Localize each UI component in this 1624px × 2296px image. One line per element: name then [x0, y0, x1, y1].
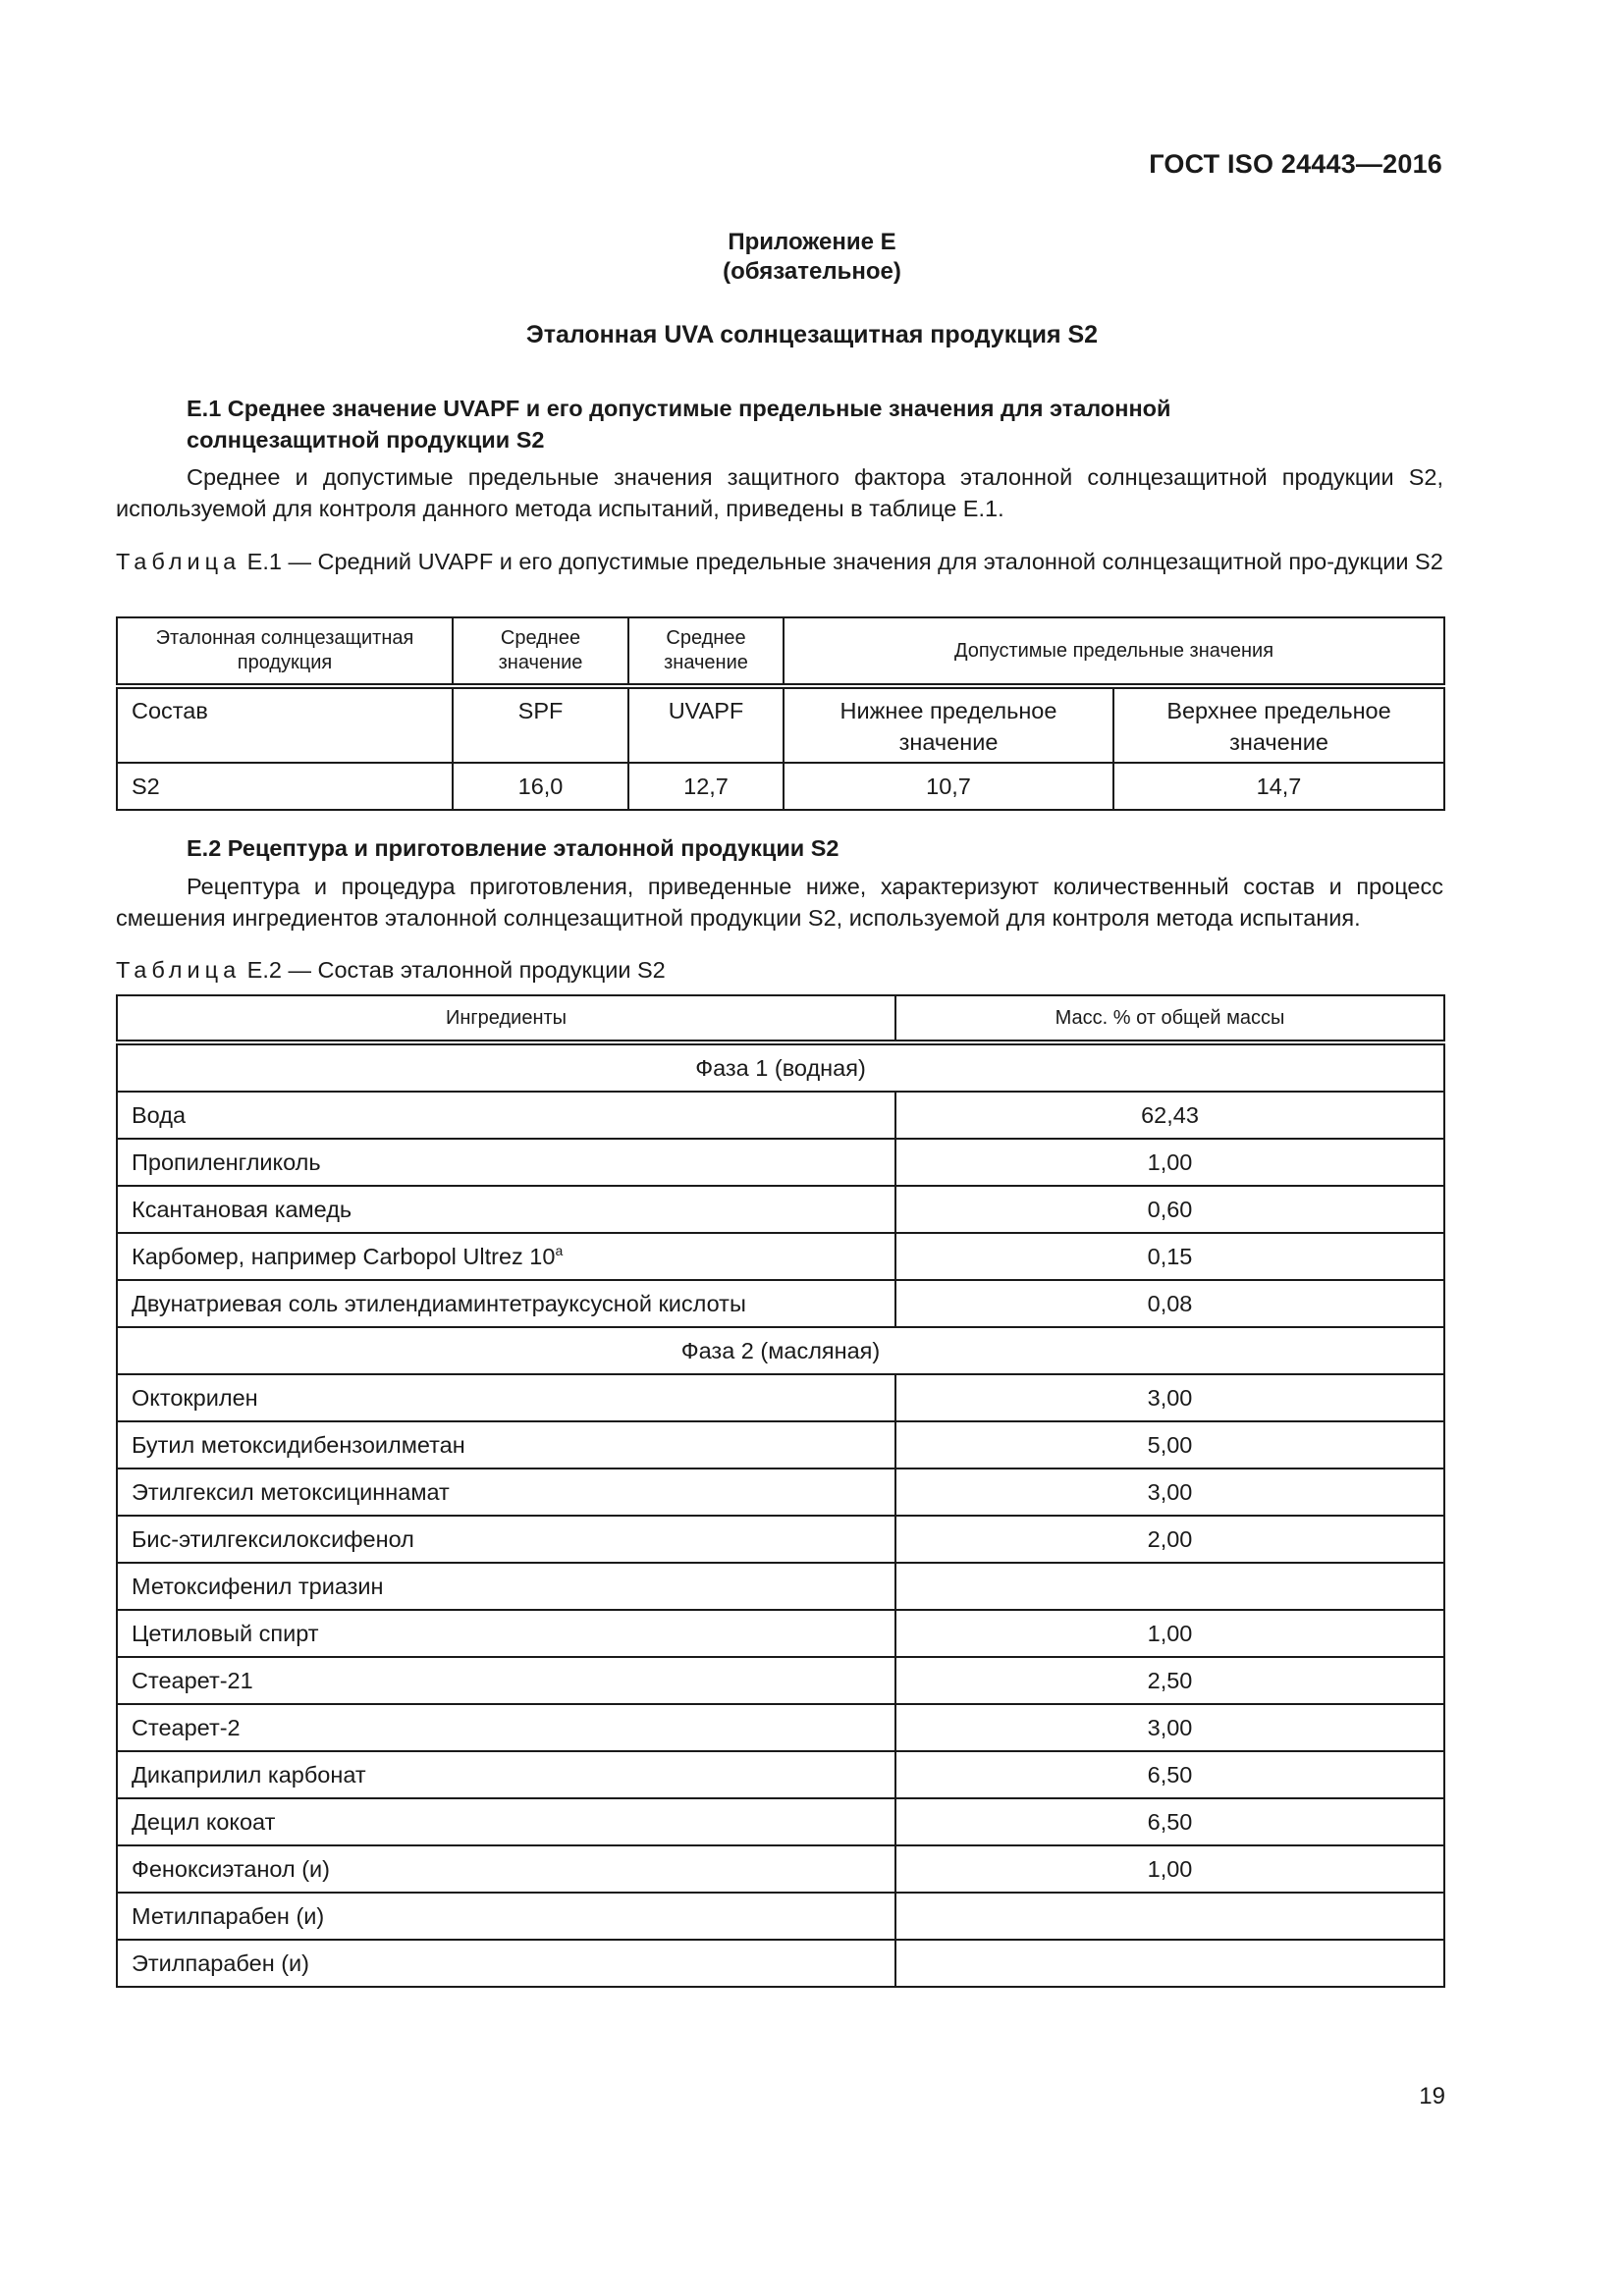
ingredient-name: Октокрилен	[117, 1374, 895, 1421]
table-row	[117, 763, 1444, 810]
header-mean-uvapf: Среднее значение	[628, 617, 784, 686]
ingredient-mass: 3,00	[895, 1374, 1444, 1421]
table-row	[117, 1798, 1444, 1845]
section-e2-paragraph: Рецептура и процедура приготовления, приведенные ниже, характеризуют количественный состав и процесс смешения ингредиентов эталонной солнцезащитной продукции S2, используемой для контроля метода испытания.	[116, 874, 1443, 931]
ingredient-mass	[895, 1563, 1444, 1610]
ingredient-name: Децил кокоат	[117, 1798, 895, 1845]
ingredient-mass: 2,50	[895, 1657, 1444, 1704]
page-number: 19	[1419, 2083, 1445, 2109]
table-row	[117, 1421, 1444, 1468]
ingredient-mass: 5,00	[895, 1421, 1444, 1468]
table-row	[117, 1468, 1444, 1516]
caption-text: Е.1 — Средний UVAPF и его допустимые предельные значения для эталонной солнцезащитной про-дукции S2	[241, 549, 1443, 574]
phase-row	[117, 1042, 1444, 1092]
section-e1-paragraph: Среднее и допустимые предельные значения защитного фактора эталонной солнцезащитной продукции S2, используемой для контроля данного метода испытаний, приведены в таблице Е.1.	[116, 464, 1443, 521]
table-subheader-row	[117, 686, 1444, 763]
ingredient-mass: 0,08	[895, 1280, 1444, 1327]
document-code: ГОСТ ISO 24443—2016	[1149, 149, 1442, 179]
table-row	[117, 1374, 1444, 1421]
appendix-title: Приложение Е	[728, 229, 896, 255]
cell-uvapf: 12,7	[628, 763, 784, 810]
table-header-row	[117, 617, 1444, 686]
ingredient-mass: 6,50	[895, 1798, 1444, 1845]
table-row	[117, 1139, 1444, 1186]
ingredient-name: Вода	[117, 1092, 895, 1139]
ingredient-name-text: Карбомер, например Carbopol Ultrez 10	[132, 1244, 556, 1269]
ingredient-name: Пропиленгликоль	[117, 1139, 895, 1186]
caption-text: Е.2 — Состав эталонной продукции S2	[241, 957, 666, 983]
table-row	[117, 1516, 1444, 1563]
table-row	[117, 1751, 1444, 1798]
ingredient-name: Метилпарабен (и)	[117, 1893, 895, 1940]
ingredient-name: Стеарет-21	[117, 1657, 895, 1704]
appendix-status: (обязательное)	[723, 258, 901, 285]
ingredient-name: Метоксифенил триазин	[117, 1563, 895, 1610]
table-row	[117, 1845, 1444, 1893]
cell-spf: 16,0	[453, 763, 628, 810]
caption-prefix: Таблица	[116, 957, 242, 983]
ingredient-mass	[895, 1893, 1444, 1940]
table-row	[117, 1893, 1444, 1940]
subheader-lower: Нижнее предельное значение	[784, 686, 1113, 763]
ingredient-name: Бутил метоксидибензоилметан	[117, 1421, 895, 1468]
ingredient-mass: 1,00	[895, 1610, 1444, 1657]
subheader-spf: SPF	[453, 686, 628, 763]
phase-1-label: Фаза 1 (водная)	[117, 1042, 1444, 1092]
header-mean-spf: Среднее значение	[453, 617, 628, 686]
appendix-heading: Эталонная UVA солнцезащитная продукция S2	[525, 321, 1099, 348]
ingredient-name: Бис-этилгексилоксифенол	[117, 1516, 895, 1563]
ingredient-name: Феноксиэтанол (и)	[117, 1845, 895, 1893]
section-e1-heading	[187, 393, 1414, 455]
section-e2-heading: Е.2 Рецептура и приготовление эталонной продукции S2	[187, 835, 839, 861]
ingredient-name: Этилгексил метоксициннамат	[117, 1468, 895, 1516]
table-row	[117, 1186, 1444, 1233]
cell-product: S2	[117, 763, 453, 810]
table-row	[117, 1563, 1444, 1610]
ingredient-mass: 6,50	[895, 1751, 1444, 1798]
ingredient-name	[117, 1233, 895, 1280]
header-product: Эталонная солнцезащитная продукция	[117, 617, 453, 686]
caption-prefix: Таблица	[116, 549, 242, 574]
section-e1-heading-line1: Е.1 Среднее значение UVAPF и его допустимые предельные значения для эталонной	[187, 396, 1171, 421]
table-header-row	[117, 995, 1444, 1042]
ingredient-name: Этилпарабен (и)	[117, 1940, 895, 1987]
subheader-upper: Верхнее предельное значение	[1113, 686, 1444, 763]
ingredient-mass: 0,60	[895, 1186, 1444, 1233]
section-e1-heading-line2: солнцезащитной продукции S2	[187, 427, 545, 453]
ingredient-mass: 2,00	[895, 1516, 1444, 1563]
ingredient-mass: 1,00	[895, 1845, 1444, 1893]
table-row	[117, 1657, 1444, 1704]
ingredient-mass: 0,15	[895, 1233, 1444, 1280]
ingredient-mass: 3,00	[895, 1704, 1444, 1751]
table-row	[117, 1280, 1444, 1327]
subheader-uvapf: UVAPF	[628, 686, 784, 763]
header-limits: Допустимые предельные значения	[784, 617, 1444, 686]
cell-upper: 14,7	[1113, 763, 1444, 810]
ingredient-mass: 1,00	[895, 1139, 1444, 1186]
ingredient-mass: 3,00	[895, 1468, 1444, 1516]
ingredient-mass: 62,43	[895, 1092, 1444, 1139]
ingredient-name: Двунатриевая соль этилендиаминтетрауксусной кислоты	[117, 1280, 895, 1327]
ingredient-name: Ксантановая камедь	[117, 1186, 895, 1233]
header-ingredients: Ингредиенты	[117, 995, 895, 1042]
table-row	[117, 1940, 1444, 1987]
table-row	[117, 1233, 1444, 1280]
ingredient-mass	[895, 1940, 1444, 1987]
ingredient-name: Стеарет-2	[117, 1704, 895, 1751]
cell-lower: 10,7	[784, 763, 1113, 810]
ingredient-name: Цетиловый спирт	[117, 1610, 895, 1657]
phase-row	[117, 1327, 1444, 1374]
table-e2	[116, 994, 1445, 1988]
footnote-marker: a	[555, 1243, 564, 1258]
ingredient-name: Дикаприлил карбонат	[117, 1751, 895, 1798]
phase-2-label: Фаза 2 (масляная)	[117, 1327, 1444, 1374]
table-row	[117, 1610, 1444, 1657]
table-e1	[116, 616, 1445, 811]
table-row	[117, 1092, 1444, 1139]
table-e2-caption	[116, 954, 1443, 986]
table-e1-caption	[116, 546, 1443, 577]
table-row	[117, 1704, 1444, 1751]
subheader-composition: Состав	[117, 686, 453, 763]
header-mass-percent: Масс. % от общей массы	[895, 995, 1444, 1042]
